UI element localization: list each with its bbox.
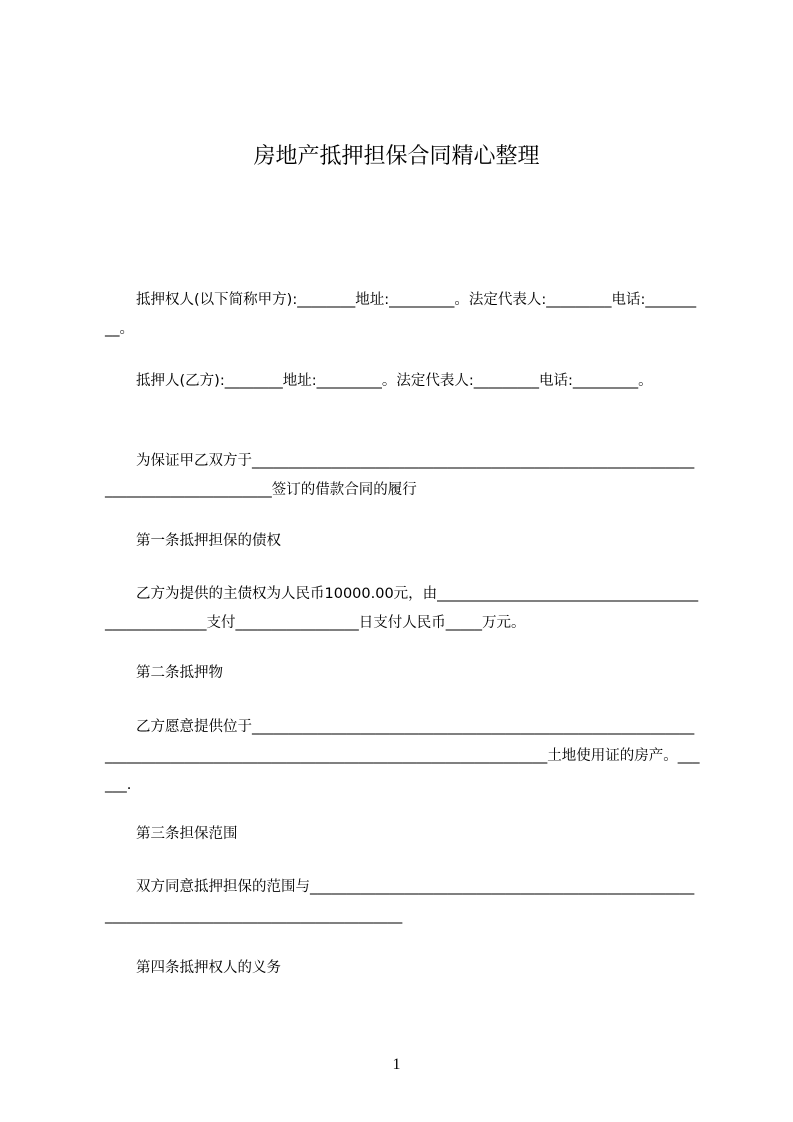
document-title: 房地产抵押担保合同精心整理 <box>253 144 540 169</box>
page-number: 1 <box>392 1056 401 1073</box>
article-2-paragraph: 乙方愿意提供位于__________________________________________________________________________________________________________________________土地使用证的房产。______. <box>105 719 700 793</box>
purpose-paragraph: 为保证甲乙双方于____________________________________________________________________________________签订的借款合同的履行 <box>105 453 695 498</box>
article-2-heading: 第二条抵押物 <box>136 665 223 681</box>
article-4-heading: 第四条抵押权人的义务 <box>136 960 281 976</box>
mortgagee-info-paragraph: 抵押权人(以下简称甲方):________地址:_________。法定代表人:_________电话:_________。 <box>105 292 697 337</box>
mortgagor-info-paragraph: 抵押人(乙方):________地址:_________。法定代表人:_________电话:_________。 <box>136 373 653 389</box>
article-3-heading: 第三条担保范围 <box>136 826 238 842</box>
article-1-heading: 第一条抵押担保的债权 <box>136 533 281 549</box>
article-1-paragraph: 乙方为提供的主债权为人民币10000.00元，由__________________________________________________支付_________________日支付人民币_____万元。 <box>105 586 699 631</box>
article-3-paragraph: 双方同意抵押担保的范围与______________________________________________________________________________________________ <box>105 879 695 924</box>
